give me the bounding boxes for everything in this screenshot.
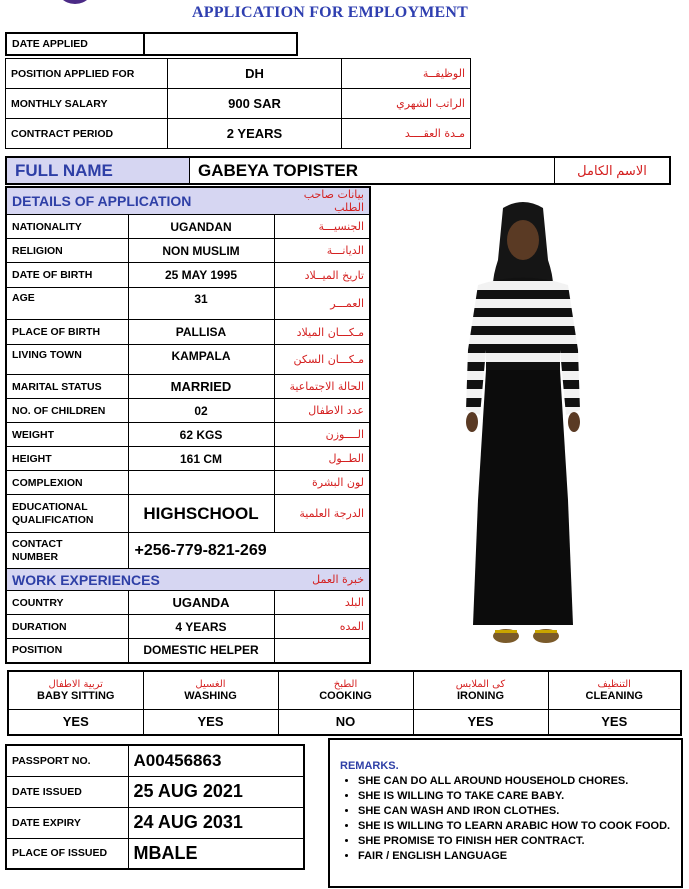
position-label-ar: الوظيفــة [342, 59, 471, 89]
salary-value: 900 SAR [168, 89, 342, 119]
skill-washing-label: WASHING [184, 689, 237, 702]
age-label-ar: العمـــر [274, 288, 370, 320]
marital-status-value: MARRIED [128, 375, 274, 399]
skill-cooking-value: NO [278, 709, 413, 735]
date-issued-label: DATE ISSUED [6, 776, 128, 807]
education-value: HIGHSCHOOL [128, 495, 274, 533]
contract-label-ar: مـدة العقــــد [342, 119, 471, 149]
skill-baby-sitting-value: YES [8, 709, 143, 735]
skill-washing-ar: الغسيل [195, 678, 226, 690]
skill-baby-sitting-ar: تربية الاطفال [48, 678, 103, 690]
work-country-value: UGANDA [128, 591, 274, 615]
education-label-line1: EDUCATIONAL [12, 500, 88, 513]
skill-baby-sitting-label: BABY SITTING [37, 689, 115, 702]
skill-washing-value: YES [143, 709, 278, 735]
remark-item: • SHE IS WILLING TO LEARN ARABIC HOW TO COOK FOOD. [358, 819, 673, 834]
remarks-title: REMARKS. [340, 760, 399, 772]
work-duration-value: 4 YEARS [128, 615, 274, 639]
remark-item: • SHE PROMISE TO FINISH HER CONTRACT. [358, 834, 673, 849]
contact-label-line1: CONTACT [12, 537, 63, 550]
work-country-label-ar: البلد [274, 591, 370, 615]
date-expiry-label: DATE EXPIRY [6, 807, 128, 838]
passport-no-label: PASSPORT NO. [6, 745, 128, 776]
skill-cooking-ar: الطبخ [333, 678, 358, 690]
remark-item: • FAIR / ENGLISH LANGUAGE [358, 849, 673, 864]
weight-value: 62 KGS [128, 423, 274, 447]
living-town-label: LIVING TOWN [6, 345, 128, 375]
details-title: DETAILS OF APPLICATION [6, 187, 274, 215]
height-value: 161 CM [128, 447, 274, 471]
work-position-label-ar [274, 639, 370, 663]
contract-value: 2 YEARS [168, 119, 342, 149]
position-label: POSITION APPLIED FOR [6, 59, 168, 89]
date-applied-table [5, 32, 298, 56]
contract-label: CONTRACT PERIOD [6, 119, 168, 149]
children-value: 02 [128, 399, 274, 423]
nationality-value: UGANDAN [128, 215, 274, 239]
skill-ironing-ar: كى الملابس [455, 678, 506, 690]
date-expiry-value: 24 AUG 2031 [128, 807, 304, 838]
details-table [5, 186, 371, 664]
remark-item: • SHE CAN WASH AND IRON CLOTHES. [358, 804, 673, 819]
dob-label-ar: تاريخ الميــلاد [274, 263, 370, 288]
work-country-label: COUNTRY [6, 591, 128, 615]
weight-label-ar: الــــوزن [274, 423, 370, 447]
education-label [6, 495, 128, 533]
remark-item: • SHE CAN DO ALL AROUND HOUSEHOLD CHORES. [358, 774, 673, 789]
dob-value: 25 MAY 1995 [128, 263, 274, 288]
date-issued-value: 25 AUG 2021 [128, 776, 304, 807]
full-name-label-ar: الاسم الكامل [577, 163, 647, 178]
marital-status-label: MARITAL STATUS [6, 375, 128, 399]
contact-label [6, 533, 128, 569]
age-label: AGE [6, 288, 128, 320]
work-position-label: POSITION [6, 639, 128, 663]
education-label-ar: الدرجة العلمية [274, 495, 370, 533]
date-applied-label: DATE APPLIED [6, 33, 144, 55]
salary-label: MONTHLY SALARY [6, 89, 168, 119]
place-of-birth-value: PALLISA [128, 320, 274, 345]
applicant-photo [448, 200, 598, 655]
complexion-label-ar: لون البشرة [274, 471, 370, 495]
living-town-label-ar: مـكـــان السكن [274, 345, 370, 375]
height-label-ar: الطــول [274, 447, 370, 471]
work-title-ar: خبرة العمل [274, 569, 370, 591]
remarks-box [328, 738, 683, 888]
remarks-list [340, 774, 673, 864]
religion-label-ar: الديانـــة [274, 239, 370, 263]
height-label: HEIGHT [6, 447, 128, 471]
work-duration-label: DURATION [6, 615, 128, 639]
religion-value: NON MUSLIM [128, 239, 274, 263]
skill-cooking [278, 671, 413, 709]
job-info-table [5, 58, 471, 149]
nationality-label-ar: الجنسيـــة [274, 215, 370, 239]
work-duration-label-ar: المده [274, 615, 370, 639]
complexion-value [128, 471, 274, 495]
skill-ironing-value: YES [413, 709, 548, 735]
place-issued-value: MBALE [128, 838, 304, 869]
work-section-header [6, 569, 370, 591]
skill-cleaning-ar: التنظيف [597, 678, 631, 690]
date-applied-value [144, 33, 297, 55]
marital-status-label-ar: الحالة الاجتماعية [274, 375, 370, 399]
skill-ironing [413, 671, 548, 709]
place-of-birth-label-ar: مـكـــان الميلاد [274, 320, 370, 345]
full-name-label: FULL NAME [7, 158, 190, 183]
skill-baby-sitting [8, 671, 143, 709]
position-value: DH [168, 59, 342, 89]
weight-label: WEIGHT [6, 423, 128, 447]
dob-label: DATE OF BIRTH [6, 263, 128, 288]
education-label-line2: QUALIFICATION [12, 513, 94, 526]
contact-label-line2: NUMBER [12, 550, 59, 563]
details-section-header [6, 187, 370, 215]
children-label: NO. OF CHILDREN [6, 399, 128, 423]
skills-table [7, 670, 682, 736]
work-position-value: DOMESTIC HELPER [128, 639, 274, 663]
skill-cleaning [548, 671, 681, 709]
children-label-ar: عدد الاطفال [274, 399, 370, 423]
age-value: 31 [128, 288, 274, 320]
complexion-label: COMPLEXION [6, 471, 128, 495]
living-town-value: KAMPALA [128, 345, 274, 375]
agency-logo [55, 0, 95, 4]
details-title-ar: بيانات صاحب الطلب [274, 187, 370, 215]
salary-label-ar: الراتب الشهري [342, 89, 471, 119]
place-of-birth-label: PLACE OF BIRTH [6, 320, 128, 345]
work-title: WORK EXPERIENCES [6, 569, 274, 591]
passport-table [5, 744, 305, 870]
passport-no-value: A00456863 [128, 745, 304, 776]
full-name-value: GABEYA TOPISTER [190, 158, 555, 183]
religion-label: RELIGION [6, 239, 128, 263]
place-issued-label: PLACE OF ISSUED [6, 838, 128, 869]
skill-cleaning-label: CLEANING [585, 689, 643, 702]
skill-washing [143, 671, 278, 709]
contact-value: +256-779-821-269 [128, 533, 370, 569]
remark-item: • SHE IS WILLING TO TAKE CARE BABY. [358, 789, 673, 804]
full-name-bar [5, 156, 671, 185]
skill-cooking-label: COOKING [319, 689, 372, 702]
nationality-label: NATIONALITY [6, 215, 128, 239]
skill-cleaning-value: YES [548, 709, 681, 735]
skill-ironing-label: IRONING [456, 689, 505, 702]
page-title: APPLICATION FOR EMPLOYMENT [191, 4, 468, 21]
